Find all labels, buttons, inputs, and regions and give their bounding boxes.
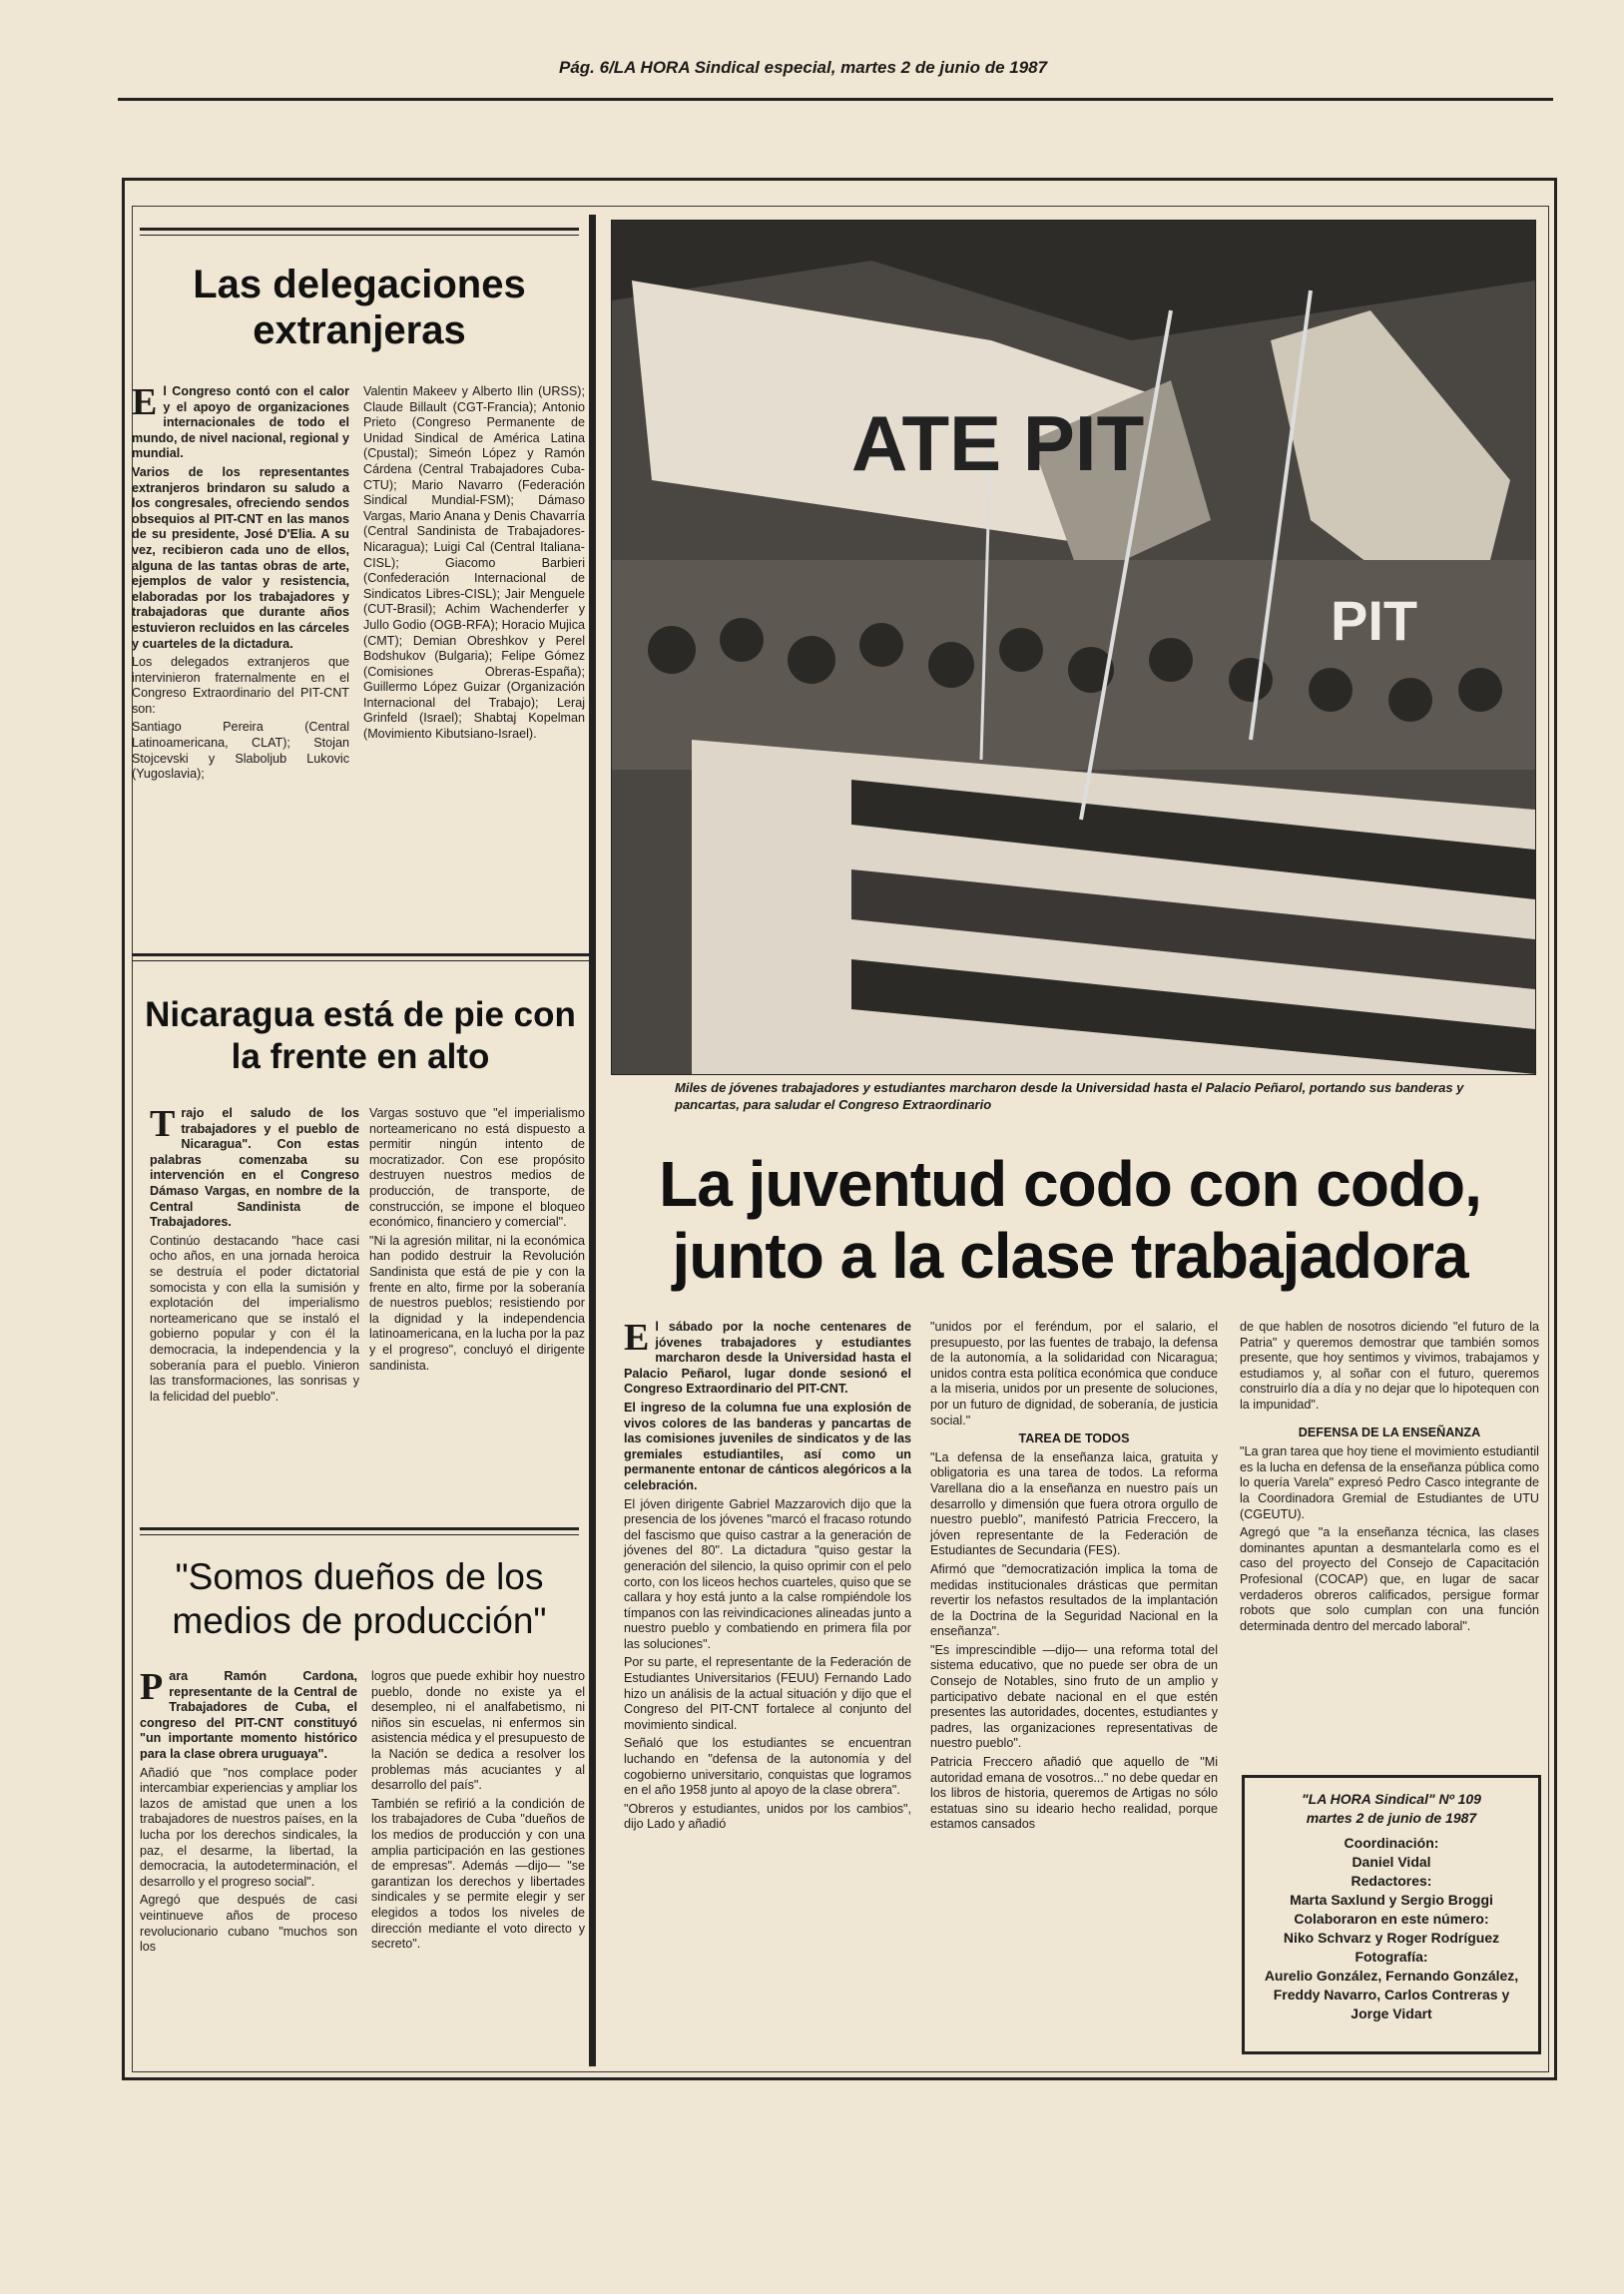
article3-p4: logros que puede exhibir hoy nuestro pueblo, donde no existe ya el desempleo, ni el analfabetismo, ni niños sin escuelas, ni enfermos sin asistencia médica y el presupuesto de la Nación se dedica a resolver los problemas más acuciantes y al desarrollo del país". <box>371 1669 585 1793</box>
article4-col1 <box>624 1317 911 1836</box>
credits-colab-label: Colaboraron en este número: <box>1294 1911 1489 1927</box>
credits-colab: Niko Schvarz y Roger Rodríguez <box>1283 1930 1500 1946</box>
article3-col2 <box>371 1669 585 1956</box>
article4-col2 <box>930 1320 1218 1836</box>
article4-p12: de que hablen de nosotros diciendo "el futuro de la Patria" y queremos demostrar que también somos presente, que hoy sentimos y vivimos, trabajamos y estudiamos y, al soñar con el futuro, queremos construirlo día a día y no dejar que lo hipotequen con la impunidad". <box>1240 1320 1539 1412</box>
article4-p4: Por su parte, el representante de la Federación de Estudiantes Universitarios (FEUU) Fernando Lado hizo un análisis de la actual situación y dijo que el Congreso del PIT-CNT fortalece al conjunto del movimiento sindical. <box>624 1655 911 1732</box>
article1-p1: l Congreso contó con el calor y el apoyo de organizaciones internacionales de todo el mundo, de nivel nacional, regional y mundial. <box>132 384 349 461</box>
credits-box <box>1242 1775 1541 2054</box>
article4-p13: "La gran tarea que hoy tiene el movimiento estudiantil es la lucha en defensa de la enseñanza pública como lo quería Varela" expresó Pedro Casco integrante de la Coordinadora Gremial de Estudiantes de UTU (CGEUTU). <box>1240 1444 1539 1521</box>
article1-p3: Los delegados extranjeros que intervinieron fraternalmente en el Congreso Extraordinario del PIT-CNT son: <box>132 655 349 716</box>
article4-subhead-tarea: TAREA DE TODOS <box>1018 1432 1130 1446</box>
rally-photo-illustration <box>612 221 1535 1074</box>
flag-text: PIT <box>1331 589 1418 652</box>
credits-coord: Daniel Vidal <box>1352 1854 1431 1870</box>
article2-title: Nicaragua está de pie con la frente en alto <box>145 995 576 1076</box>
article3-p5: También se refirió a la condición de los trabajadores de Cuba "dueños de los medios de producción y con una amplia participación en las gestiones de empresas". Además —dijo— "se garantizan los derechos y libertades sindicales y se permite elegir y ser elegidos a todos los niveles de dirección mediante el voto directo y secreto". <box>371 1796 585 1952</box>
article3-p3: Agregó que después de casi veintinueve años de proceso revolucionario cubano "muchos son los <box>140 1893 357 1955</box>
article1-col1 <box>132 381 349 786</box>
article3-col1 <box>140 1666 357 1959</box>
article2-col1 <box>150 1103 359 1408</box>
article3-top-rule <box>140 1527 579 1535</box>
article3-p2: Añadió que "nos complace poder intercambiar experiencias y ampliar los lazos de amistad que unen a los trabajadores de nuestros países, en la lucha por los derechos sindicales, la paz, el desarme, la libertad, la democracia, la autodeterminación, el desarrollo y el progreso social". <box>140 1765 357 1889</box>
article4-dropcap: E <box>624 1317 650 1359</box>
article4-p3: El jóven dirigente Gabriel Mazzarovich dijo que la presencia de los jóvenes "marcó el fracaso rotundo del fascismo que quiso castrar a la generación de jóvenes del 80". La dictadura "quiso gestar la generación del silencio, la quiso oprimir con el pelo corto, con los liceos hechos cuarteles, quiso que se callara y hoy está junto a la calse rompiéndole los tímpanos con las reivindicaciones alineadas junto a nuestro pueblo y combatiendo en primera fila por las soluciones". <box>624 1496 911 1651</box>
photo-caption: Miles de jóvenes trabajadores y estudiantes marcharon desde la Universidad hasta el Palacio Peñarol, portando sus banderas y pancartas, para saludar el Congreso Extraordinario <box>675 1080 1464 1112</box>
article4-p6: "Obreros y estudiantes, unidos por los cambios", dijo Lado y añadió <box>624 1801 911 1832</box>
article1-title: Las delegaciones extranjeras <box>193 263 526 352</box>
article2-p3: Vargas sostuvo que "el imperialismo norteamericano no está dispuesto a permitir ningún intento de mocratizador. Con ese propósito destruyen nuestros medios de producción, de transporte, de construcción, se impone el bloqueo económico, financiero y comercial". <box>369 1106 585 1230</box>
column-divider <box>589 215 596 2066</box>
article1-top-rule <box>140 228 579 236</box>
article1-p5: Valentin Makeev y Alberto Ilin (URSS); Claude Billault (CGT-Francia); Antonio Prieto (Congreso Permanente de Unidad Sindical de América Latina (Cpustal); Simeón López y Ramón Cárdena (Central Trabajadores Cuba-CTU); Mario Navarro (Federación Sindical Mundial-FSM); Dámaso Vargas, Mario Anana y Denis Chavarría (Central Sandinista de Trabajadores-Nicaragua); Luigi Cal (Central Italiana-CISL); Giacomo Barbieri (Confederación Internacional de Sindicatos Libres-CISL); Jair Menguele (CUT-Brasil); Achim Wachenderfer y Jullo Godio (OGB-RFA); Horacio Mujica (CMT); Demian Obreshkov y Perel Bodshukov (Bulgaria); Felipe Gómez (Comisiones Obreras-España); Guillermo López Guizar (Organización Internacional del Trabajo); Leraj Grinfeld (Israel); Shabtaj Kopelman (Movimiento Kibutsiano-Israel). <box>363 384 585 742</box>
article1-p2: Varios de los representantes extranjeros brindaron su saludo a los congresales, ofreciendo sendos obsequios al PIT-CNT en las manos de su presidente, José D'Elia. A su vez, recibieron cada uno de ellos, alguna de las tantas obras de arte, ejemplos de valor y resistencia, elaboradas por los trabajadores y trabajadoras que durante años estuvieron recluidos en las cárceles y cuarteles de la dictadura. <box>132 464 349 651</box>
credits-red: Marta Saxlund y Sergio Broggi <box>1290 1892 1493 1908</box>
article4-subhead-defensa: DEFENSA DE LA ENSEÑANZA <box>1298 1425 1481 1439</box>
article4-p1: l sábado por la noche centenares de jóvenes trabajadores y estudiantes marcharon desde la Universidad hasta el Palacio Peñarol, lugar donde sesionó el Congreso Extraordinario del PIT-CNT. <box>624 1320 911 1397</box>
article4-p7: "unidos por el feréndum, por el salario, el presupuesto, por las fuentes de trabajo, la defensa de la autonomía, a la solidaridad con Nicaragua; unidos contra esta política económica que conduce a la miseria, unidos por un presente de soluciones, por un futuro de dignidad, de soberanía, de justicia social." <box>930 1320 1218 1428</box>
article4-col3 <box>1240 1320 1539 1637</box>
credits-coord-label: Coordinación: <box>1344 1835 1439 1851</box>
article4-p8: "La defensa de la enseñanza laica, gratuita y obligatoria es una tarea de todos. La reforma Varellana dio a la enseñanza en nuestro país un desarrollo y dimensión que fuera otrora orgullo de nuestro pueblo", manifestó Patricia Freccero, la jóven representante de la Federación de Estudiantes de Secundaria (FES). <box>930 1449 1218 1558</box>
credits-title: "LA HORA Sindical" Nº 109 <box>1302 1791 1481 1807</box>
article3-title: "Somos dueños de los medios de producción" <box>172 1556 547 1641</box>
article4-p11: Patricia Freccero añadió que aquello de "Mi autoridad emana de vosotros..." no debe quedar en los libros de historia, queremos de Artigas no sólo estatuas sino su ideario hecho realidad, porque estamos cansados <box>930 1755 1218 1832</box>
article4-p9: Afirmó que "democratización implica la toma de medidas institucionales drásticas que permitan revertir los nefastos resultados de la implantación de la Doctrina de la Seguridad Nacional en la enseñanza". <box>930 1561 1218 1639</box>
article1-dropcap: E <box>132 381 158 423</box>
article2-col2 <box>369 1106 585 1377</box>
article1-col2 <box>363 384 585 746</box>
credits-foto-label: Fotografía: <box>1354 1949 1428 1965</box>
header-rule <box>118 98 1553 101</box>
article4-p14: Agregó que "a la enseñanza técnica, las clases dominantes apuntan a desmantelarla como es el caso del proyecto del Consejo de Capacitación Profesional (COCAP) que, en lugar de sacar verdaderos obreros calificados, persigue formar robots que solo cumplan con una función determinada dentro del mercado laboral". <box>1240 1525 1539 1633</box>
article4-p10: "Es imprescindible —dijo— una reforma total del sistema educativo, que no puede ser obra de un Consejo de Notables, sino fruto de un amplio y participativo debate nacional en el que estén presentes las autoridades, docentes, estudiantes y padres, las organizaciones representativas de nuestro pueblo". <box>930 1642 1218 1751</box>
page-header: Pág. 6/LA HORA Sindical especial, martes 2 de junio de 1987 <box>559 58 1048 77</box>
article2-top-rule <box>132 953 589 961</box>
article4-title: La juventud codo con codo, junto a la clase trabajadora <box>659 1148 1481 1292</box>
article2-dropcap: T <box>150 1103 176 1145</box>
credits-foto: Aurelio González, Fernando González, Freddy Navarro, Carlos Contreras y Jorge Vidart <box>1264 1968 1519 2021</box>
article3-p1: ara Ramón Cardona, representante de la Central de Trabajadores de Cuba, el congreso del PIT-CNT constituyó "un importante momento histórico para la clase obrera uruguaya". <box>140 1669 357 1761</box>
credits-date: martes 2 de junio de 1987 <box>1306 1810 1477 1826</box>
article2-p4: "Ni la agresión militar, ni la económica han podido destruir la Revolución Sandinista que está de pie y con la frente en alto, firme por la soberanía de nuestros pueblos; resistiendo por la dignidad y la independencia latinoamericana, en la lucha por la paz y el progreso", concluyó el dirigente sandinista. <box>369 1233 585 1373</box>
credits-red-label: Redactores: <box>1351 1873 1432 1889</box>
article2-p2: Continúo destacando "hace casi ocho años, en una jornada heroica se destruía el poder dictatorial somocista y con ella la sumisión y explotación del imperialismo norteamericano que se instaló el gobierno popular y con él la democracia, la independencia y la soberanía para el pueblo. Vinieron las transformaciones, las sonrisas y la felicidad del pueblo". <box>150 1233 359 1404</box>
rally-photo <box>611 220 1536 1075</box>
article2-p1: rajo el saludo de los trabajadores y el pueblo de Nicaragua". Con estas palabras comenzaba su intervención en el Congreso Dámaso Vargas, en nombre de la Central Sandinista de Trabajadores. <box>150 1106 359 1230</box>
article3-dropcap: P <box>140 1666 164 1708</box>
article1-p4: Santiago Pereira (Central Latinoamericana, CLAT); Stojan Stojcevski y Slaboljub Lukovic (Yugoslavia); <box>132 720 349 782</box>
article4-p5: Señaló que los estudiantes se encuentran luchando en "defensa de la autonomía y del cogobierno universitario, conquistas que logramos en el año 1958 junto al apoyo de la clase obrera". <box>624 1736 911 1798</box>
banner-text: ATE PIT <box>851 399 1145 487</box>
article4-p2: El ingreso de la columna fue una explosión de vivos colores de las banderas y pancartas de las comisiones juveniles de sindicatos y de las gremiales estudiantiles, así como un permanente entonar de cánticos alegóricos a la celebración. <box>624 1400 911 1492</box>
